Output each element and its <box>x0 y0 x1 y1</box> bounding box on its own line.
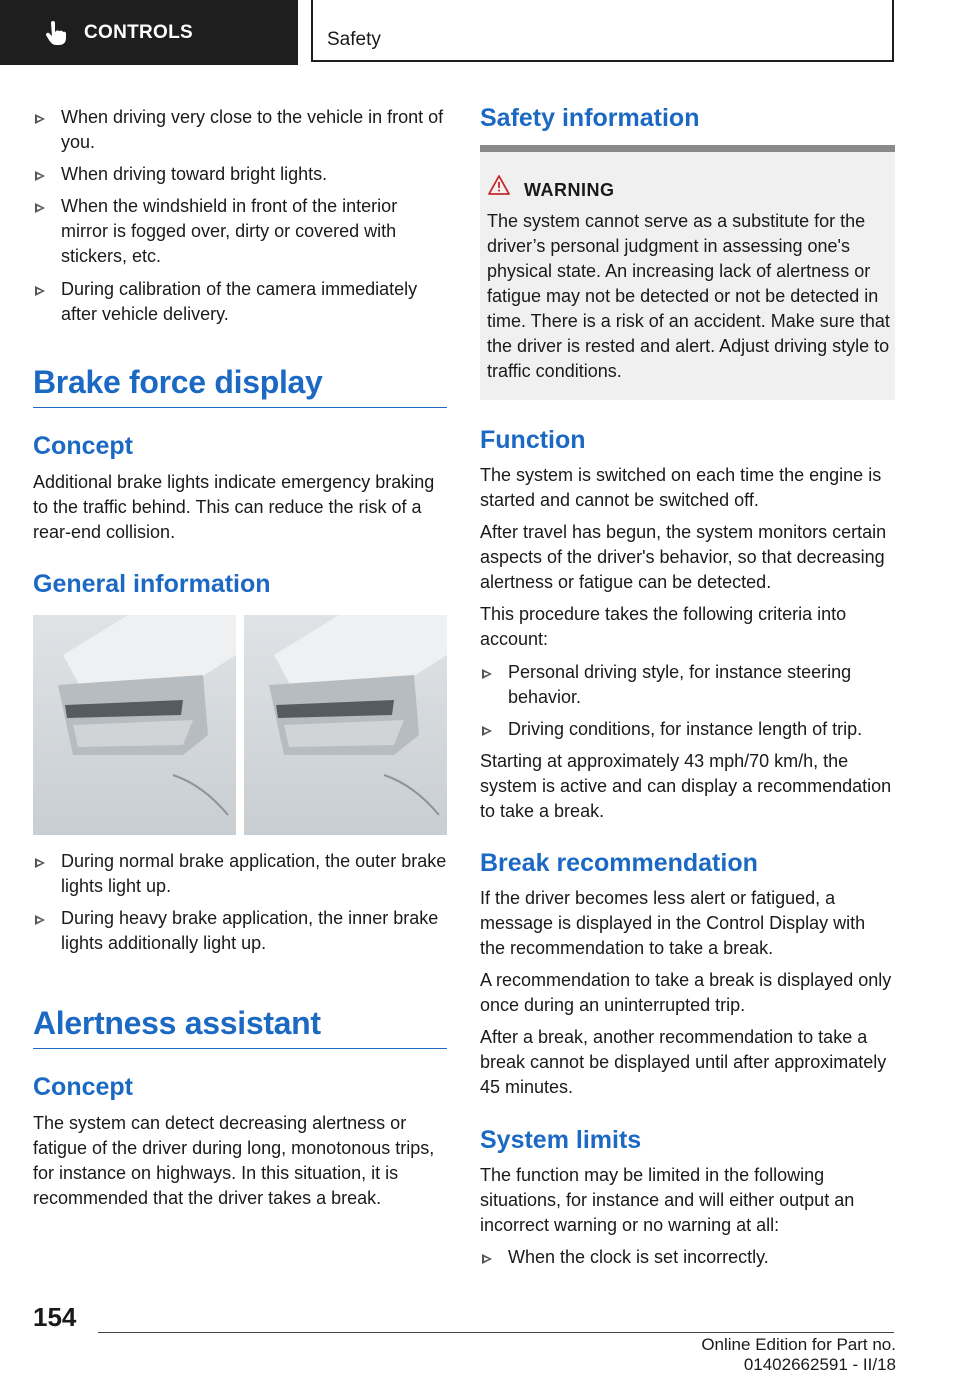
warning-triangle-icon <box>488 175 510 195</box>
heading-break-recommendation: Break recommendation <box>480 849 758 877</box>
edition-note: Online Edition for Part no. 01402662591 - II/18 <box>701 1335 896 1374</box>
list-item: When driving very close to the vehicle in front of you. <box>33 105 447 155</box>
break-paragraph: A recommendation to take a break is displayed only once during an uninterrupted trip. <box>480 970 892 1015</box>
break-paragraph: After a break, another recommendation to take a break cannot be displayed until after approximately 45 minutes. <box>480 1027 887 1097</box>
list-item: Driving conditions, for instance length of trip. <box>480 717 895 742</box>
page-number: 154 <box>33 1302 77 1332</box>
hand-pointer-icon <box>42 20 68 46</box>
chapter-label: CONTROLS <box>84 21 194 43</box>
heading-concept: Concept <box>33 432 133 460</box>
section-header <box>311 0 894 62</box>
list-item: During heavy brake application, the inner brake lights additionally light up. <box>33 906 447 956</box>
section-label: Safety <box>327 29 381 50</box>
heading-safety-information: Safety information <box>480 104 700 132</box>
chapter-tab[interactable] <box>0 0 298 65</box>
function-paragraph: After travel has begun, the system monitors certain aspects of the driver's behavior, so that decreasing alertness or fatigue can be detected. <box>480 522 887 592</box>
concept-text: Additional brake lights indicate emergency braking to the traffic behind. This can reduce the risk of a rear-end collision. <box>33 472 435 542</box>
heading-general-information: General information <box>33 570 271 598</box>
function-paragraph: This procedure takes the following criteria into account: <box>480 604 847 649</box>
heading-function: Function <box>480 426 586 454</box>
warning-title: WARNING <box>524 180 615 200</box>
list-item: When driving toward bright lights. <box>33 162 447 187</box>
brake-lights-illustration <box>33 615 447 835</box>
heading-alertness-assistant: Alertness assistant <box>33 1005 447 1049</box>
heading-brake-force: Brake force display <box>33 364 447 408</box>
heading-system-limits: System limits <box>480 1126 642 1154</box>
list-item: When the windshield in front of the interior mirror is fogged over, dirty or covered with stickers, etc. <box>33 194 447 269</box>
concept-text: The system can detect decreasing alertness or fatigue of the driver during long, monotonous trips, for instance on highways. In this situation, it is recommended that the driver takes a break. <box>33 1113 435 1208</box>
footer-divider <box>98 1332 894 1333</box>
function-paragraph: The system is switched on each time the engine is started and cannot be switched off. <box>480 465 882 510</box>
list-item: When the clock is set incorrectly. <box>480 1245 895 1270</box>
function-paragraph: Starting at approximately 43 mph/70 km/h, the system is active and can display a recommendation to take a break. <box>480 751 892 821</box>
heading-concept: Concept <box>33 1073 133 1101</box>
warning-text: The system cannot serve as a substitute for the driver’s personal judgment in assessing one's physical state. An increasing lack of alertness or fatigue may not be detected or not be detected in time. There is a risk of an accident. Make sure that the driver is rested and alert. Adjust driving style to traffic conditions. <box>487 211 890 381</box>
list-item: During calibration of the camera immediately after vehicle delivery. <box>33 277 447 327</box>
list-item: During normal brake application, the outer brake lights light up. <box>33 849 447 899</box>
limits-paragraph: The function may be limited in the following situations, for instance and will either output an incorrect warning or no warning at all: <box>480 1165 855 1235</box>
warning-box <box>480 145 895 400</box>
list-item: Personal driving style, for instance steering behavior. <box>480 660 895 710</box>
break-paragraph: If the driver becomes less alert or fatigued, a message is displayed in the Control Display with the recommendation to take a break. <box>480 888 866 958</box>
